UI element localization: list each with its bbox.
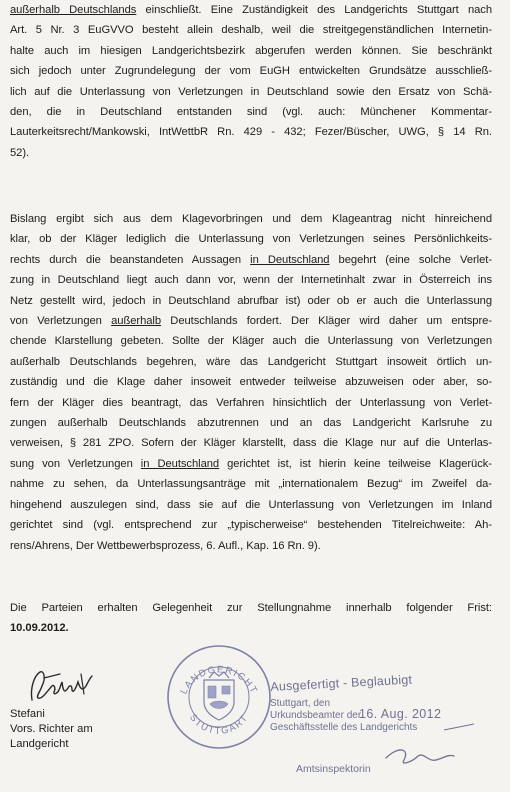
stamp-heading: Ausgefertigt - Beglaubigt bbox=[270, 672, 413, 694]
court-seal bbox=[164, 642, 274, 752]
text-line bbox=[10, 454, 492, 474]
certification-stamp bbox=[268, 672, 508, 786]
underlined-phrase: in Deutschland bbox=[140, 457, 220, 470]
deadline-date: 10.09.2012. bbox=[10, 622, 69, 635]
paragraph-deadline bbox=[10, 598, 492, 639]
signer-name: Stefani bbox=[10, 708, 45, 720]
seal-top-text: LANDGERICHT bbox=[178, 664, 260, 697]
text-line: fern der Kläger dies beantragt, das Verfahren hinsichtlich der Unterlassung von Verlet- bbox=[10, 396, 492, 409]
text-line bbox=[10, 250, 492, 270]
stamp-office: Geschäftsstelle des Landgerichts bbox=[270, 722, 418, 733]
text-line: zuständig und die Klage daher insoweit entweder teilweise abzuweisen oder aber, so- bbox=[10, 376, 492, 389]
text-line: Die Parteien erhalten Gelegenheit zur Stellungnahme innerhalb folgender Frist: bbox=[10, 602, 492, 614]
paragraph-jurisdiction bbox=[10, 0, 492, 163]
text-segment: rechts durch die beanstandeten Aussagen bbox=[10, 253, 251, 266]
text-line: rens/Ahrens, Der Wettbewerbsprozess, 6. Aufl., Kap. 16 Rn. 9). bbox=[10, 539, 321, 552]
text-line: chende Klarstellung gebeten. Sollte der Kläger auch die Unterlassung von Verletzungen bbox=[10, 335, 492, 348]
stamp-date: 16. Aug. 2012 bbox=[359, 707, 442, 721]
text-line bbox=[10, 311, 492, 331]
text-line: zung in Deutschland liegt auch dann vor, wenn der Internetinhalt zwar in Österreich ins bbox=[10, 274, 492, 287]
underlined-phrase: außerhalb Deutschlands bbox=[10, 4, 137, 16]
text-line: klar, ob der Kläger lediglich die Unterlassung von Verletzungen seines Persönlichkeits- bbox=[10, 233, 492, 246]
text-segment: begehrt (eine solche Verlet- bbox=[329, 253, 493, 266]
text-line: halte auch im hiesigen Landgerichtsbezirk abgerufen werden können. Sie beschränkt bbox=[10, 44, 492, 57]
underlined-phrase: in Deutschland bbox=[250, 253, 330, 266]
stamp-official: Urkundsbeamter der bbox=[270, 710, 362, 721]
text-line: 52). bbox=[10, 146, 30, 159]
text-line: Art. 5 Nr. 3 EuGVVO besteht allein deshalb, weil die streitgegenständlichen Internetin- bbox=[10, 24, 492, 37]
underlined-phrase: außerhalb bbox=[111, 315, 162, 328]
text-line: nahme zu sehen, da Unterlassungsanträge mit „internationalem Bezug“ im Zweifel da- bbox=[10, 478, 492, 491]
text-line: den, die in Deutschland entstanden sind (vgl. auch: Münchener Kommentar- bbox=[10, 106, 492, 119]
text-segment: von Verletzungen bbox=[10, 315, 112, 328]
signer-title: Vors. Richter am bbox=[10, 723, 93, 736]
signer-title-2: Landgericht bbox=[10, 738, 69, 751]
paragraph-clarification bbox=[10, 209, 492, 556]
text-line: außerhalb Deutschlands begehren, wäre das Landgericht Stuttgart insoweit örtlich un- bbox=[10, 355, 492, 368]
svg-text:STUTTGART bbox=[187, 712, 251, 737]
text-line: verweisen, § 281 ZPO. Sofern der Kläger klarstellt, dass die Klage nur auf die Unterlas- bbox=[10, 437, 492, 450]
handwritten-signature bbox=[26, 664, 102, 708]
text-line: Netz gestellt wird, jedoch in Deutschland abrufbar ist) oder ob er auch die Unterlassung bbox=[10, 294, 492, 307]
text-line: zungen außerhalb Deutschlands abzutrennen und an das Landgericht Karlsruhe zu bbox=[10, 417, 492, 430]
text-line: sich jedoch unter Zugrundelegung der vom EuGH entwickelten Grundsätze ausschließ- bbox=[10, 65, 492, 78]
text-line: Bislang ergibt sich aus dem Klagevorbringen und dem Klageantrag nicht hinreichend bbox=[10, 213, 492, 225]
text-line: Lauterkeitsrecht/Mankowski, IntWettbR Rn. 429 - 432; Fezer/Büscher, UWG, § 14 Rn. bbox=[10, 126, 492, 139]
text-segment: Deutschlands fordert. Der Kläger wird daher um entspre- bbox=[161, 315, 492, 328]
text-line: hingehend auszulegen sind, dass sie auf die Unterlassung von Verletzungen im Inland bbox=[10, 498, 492, 511]
text-line: lich auf die Unterlassung von Verletzungen in Deutschland sowie den Ersatz von Schä- bbox=[10, 85, 492, 98]
signature-block bbox=[10, 707, 93, 753]
stamp-place: Stuttgart, den bbox=[270, 698, 331, 709]
text-line bbox=[10, 0, 492, 20]
seal-bottom-text: STUTTGART bbox=[187, 712, 251, 737]
text-segment: gerichtet ist, ist hierin keine teilweise Klagerück- bbox=[219, 457, 492, 470]
text-segment: sung von Verletzungen bbox=[10, 457, 141, 470]
text-line: gerichtet sind (vgl. entsprechend zur „typischerweise“ bestehenden Titelreichweite: Ah- bbox=[10, 519, 492, 532]
stamp-rank: Amtsinspektorin bbox=[296, 763, 371, 775]
text-segment: einschließt. Eine Zuständigkeit des Landgerichts Stuttgart nach bbox=[136, 4, 492, 16]
